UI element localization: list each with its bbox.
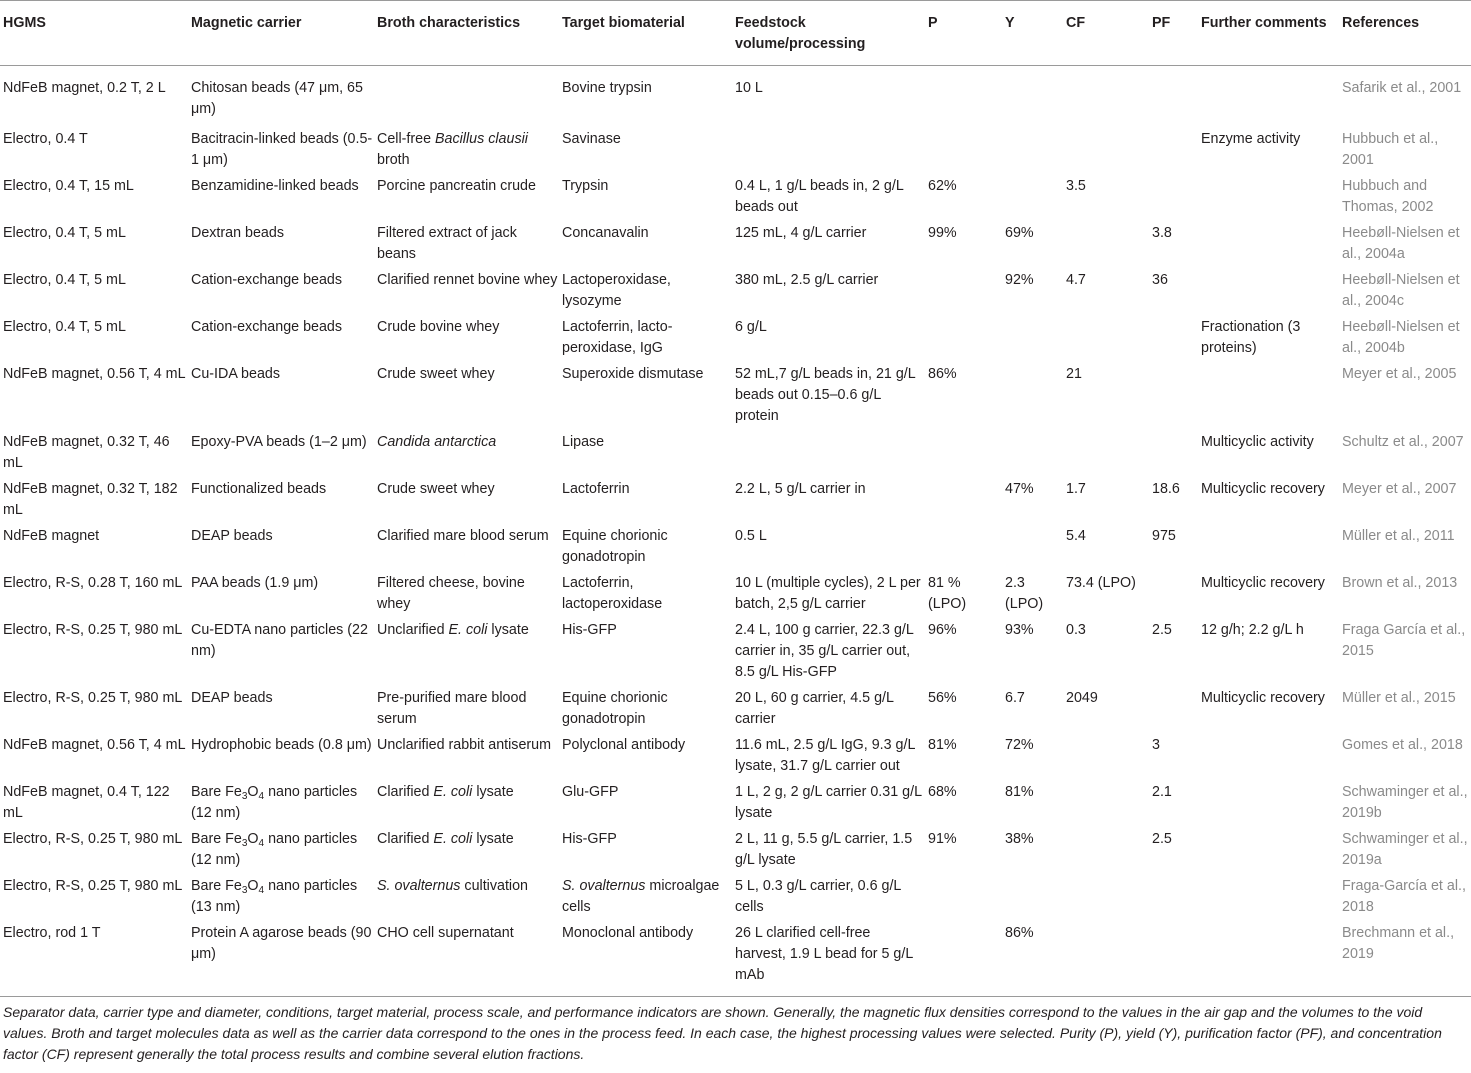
cell-feedstock: 2 L, 11 g, 5.5 g/L carrier, 1.5 g/L lysate [735,831,913,868]
cell-cf [1063,315,1149,362]
cell-target: Savinase [562,131,621,147]
cell-pf [1149,362,1198,430]
cell-yield: 69% [1005,225,1034,241]
cell-target: Monoclonal antibody [559,921,732,997]
cell-feedstock: 2.2 L, 5 g/L carrier in [735,481,866,497]
cell-yield [1002,874,1063,921]
cell-hgms: Electro, 0.4 T, 15 mL [3,178,134,194]
cell-yield: 47% [1005,481,1034,497]
table-row [0,127,1471,174]
cell-comments [1198,174,1339,221]
cell-hgms: NdFeB magnet [3,528,100,544]
column-header: Y [1002,1,1063,66]
cell-cf [1063,874,1149,921]
table-row [0,477,1471,524]
cell-pf: 2.5 [1152,622,1172,638]
table-row [0,268,1471,315]
cell-magnetic-carrier: Cation-exchange beads [191,319,343,335]
cell-target: Bovine trypsin [562,80,652,96]
cell-feedstock: 6 g/L [735,319,767,335]
cell-comments [1198,874,1339,921]
cell-feedstock: 0.4 L, 1 g/L beads in, 2 g/L beads out [735,178,904,215]
cell-reference: Müller et al., 2011 [1342,528,1455,544]
cell-cf [1063,430,1149,477]
table-row [0,524,1471,571]
cell-pf [1149,571,1198,618]
cell-broth: Porcine pancreatin crude [377,178,536,194]
column-header: PF [1149,1,1198,66]
cell-broth: Clarified mare blood serum [377,528,549,544]
cell-purity [925,268,1002,315]
cell-cf: 21 [1066,366,1082,382]
cell-target: S. ovalternus microalgae cells [562,878,720,915]
cell-cf [1063,221,1149,268]
cell-purity: 62% [928,178,957,194]
cell-feedstock: 125 mL, 4 g/L carrier [735,225,867,241]
cell-cf: 0.3 [1066,622,1086,638]
cell-target: His-GFP [562,622,617,638]
cell-cf: 1.7 [1066,481,1086,497]
cell-pf: 2.5 [1152,831,1172,847]
cell-purity [925,430,1002,477]
cell-purity [925,874,1002,921]
cell-reference: Fraga-García et al., 2018 [1342,878,1466,915]
cell-broth: Crude bovine whey [377,319,500,335]
cell-pf: 3.8 [1152,225,1172,241]
cell-feedstock: 10 L [735,80,763,96]
cell-broth: CHO cell supernatant [374,921,559,997]
cell-feedstock: 1 L, 2 g, 2 g/L carrier 0.31 g/L lysate [735,784,922,821]
column-header: P [925,1,1002,66]
cell-hgms: Electro, 0.4 T [3,131,88,147]
cell-comments: Multicyclic recovery [1201,481,1325,497]
table-row [0,315,1471,362]
cell-purity: 81 % (LPO) [928,575,967,612]
cell-broth: Filtered cheese, bovine whey [377,575,525,612]
cell-cf: 2049 [1066,690,1098,706]
cell-cf [1063,827,1149,874]
cell-purity [925,127,1002,174]
column-header: HGMS [0,1,188,66]
cell-magnetic-carrier: Epoxy-PVA beads (1–2 μm) [191,434,367,450]
cell-purity [925,921,1002,997]
cell-cf [1063,66,1149,128]
cell-comments [1198,733,1339,780]
cell-comments: Multicyclic recovery [1201,690,1325,706]
cell-pf [1149,127,1198,174]
cell-reference: Schultz et al., 2007 [1342,434,1464,450]
cell-reference: Brechmann et al., 2019 [1339,921,1471,997]
cell-hgms: Electro, 0.4 T, 5 mL [3,319,126,335]
cell-broth: Candida antarctica [377,434,497,450]
cell-yield [1002,315,1063,362]
cell-pf [1149,874,1198,921]
cell-target: Concanavalin [562,225,649,241]
cell-broth: Clarified E. coli lysate [377,784,514,800]
cell-cf [1063,127,1149,174]
cell-yield: 93% [1005,622,1034,638]
table-row [0,571,1471,618]
cell-target: His-GFP [562,831,617,847]
cell-yield: 86% [1002,921,1063,997]
cell-comments [1198,66,1339,128]
cell-pf: 36 [1152,272,1168,288]
cell-cf: 3.5 [1066,178,1086,194]
cell-hgms: NdFeB magnet, 0.32 T, 182 mL [3,481,178,518]
cell-pf: 2.1 [1152,784,1172,800]
column-header: References [1339,1,1471,66]
cell-comments [1198,524,1339,571]
cell-yield: 6.7 [1005,690,1025,706]
cell-yield: 92% [1005,272,1034,288]
cell-purity: 81% [928,737,957,753]
table-header [0,1,1471,66]
cell-comments [1198,921,1339,997]
cell-purity: 56% [928,690,957,706]
cell-pf [1149,174,1198,221]
cell-reference: Schwaminger et al., 2019a [1342,831,1468,868]
cell-reference: Schwaminger et al., 2019b [1342,784,1468,821]
cell-comments: Fractionation (3 proteins) [1201,319,1301,356]
cell-comments [1198,780,1339,827]
cell-yield [1002,362,1063,430]
cell-target: Equine chorionic gonadotropin [562,690,668,727]
cell-target: Superoxide dismutase [562,366,704,382]
cell-target: Lactoferrin [562,481,630,497]
cell-purity: 96% [928,622,957,638]
cell-target: Equine chorionic gonadotropin [562,528,668,565]
cell-hgms: Electro, R-S, 0.25 T, 980 mL [3,690,183,706]
table-row [0,362,1471,430]
cell-hgms: Electro, R-S, 0.25 T, 980 mL [3,878,183,894]
cell-feedstock: 5 L, 0.3 g/L carrier, 0.6 g/L cells [735,878,901,915]
cell-target: Lactoferrin, lactoperoxidase [562,575,663,612]
cell-feedstock: 11.6 mL, 2.5 g/L IgG, 9.3 g/L lysate, 31.7 g/L carrier out [735,737,915,774]
cell-reference: Müller et al., 2015 [1342,690,1456,706]
cell-magnetic-carrier: Cu-EDTA nano particles (22 nm) [191,622,368,659]
table-row [0,430,1471,477]
cell-purity: 91% [928,831,957,847]
cell-purity [925,477,1002,524]
cell-reference: Fraga García et al., 2015 [1342,622,1466,659]
cell-feedstock [732,430,925,477]
cell-broth: Crude sweet whey [377,481,495,497]
cell-pf [1149,921,1198,997]
cell-reference: Heebøll-Nielsen et al., 2004a [1342,225,1460,262]
cell-yield [1002,174,1063,221]
cell-hgms: NdFeB magnet, 0.32 T, 46 mL [3,434,170,471]
cell-feedstock: 26 L clarified cell-free harvest, 1.9 L bead for 5 g/L mAb [732,921,925,997]
column-header: Target biomaterial [559,1,732,66]
cell-comments: Multicyclic recovery [1201,575,1325,591]
table-row [0,66,1471,128]
cell-broth: Clarified E. coli lysate [377,831,514,847]
cell-feedstock: 10 L (multiple cycles), 2 L per batch, 2,5 g/L carrier [735,575,921,612]
cell-purity: 86% [928,366,957,382]
cell-hgms: Electro, R-S, 0.25 T, 980 mL [3,831,183,847]
cell-magnetic-carrier: Functionalized beads [191,481,327,497]
cell-magnetic-carrier: DEAP beads [191,690,273,706]
table-row [0,827,1471,874]
cell-cf [1063,780,1149,827]
table-row [0,780,1471,827]
cell-cf [1063,921,1149,997]
cell-hgms: NdFeB magnet, 0.56 T, 4 mL [3,737,186,753]
cell-yield [1002,66,1063,128]
table-row [0,174,1471,221]
cell-magnetic-carrier: Bacitracin-linked beads (0.5-1 μm) [191,131,373,168]
cell-reference: Heebøll-Nielsen et al., 2004b [1342,319,1460,356]
cell-target: Trypsin [562,178,609,194]
header-row [0,1,1471,66]
cell-purity [925,315,1002,362]
cell-broth: Cell-free Bacillus clausii broth [377,131,528,168]
cell-reference: Gomes et al., 2018 [1342,737,1463,753]
cell-yield: 38% [1005,831,1034,847]
cell-target: Lactoperoxidase, lysozyme [562,272,671,309]
cell-cf [1063,733,1149,780]
cell-comments [1198,362,1339,430]
cell-pf: 975 [1152,528,1176,544]
cell-magnetic-carrier: DEAP beads [191,528,273,544]
cell-target: Glu-GFP [562,784,619,800]
cell-feedstock: 2.4 L, 100 g carrier, 22.3 g/L carrier in, 35 g/L carrier out, 8.5 g/L His-GFP [735,622,914,680]
cell-target: Lipase [562,434,605,450]
table-row [0,921,1471,997]
column-header: Further comments [1198,1,1339,66]
table-row [0,618,1471,686]
cell-reference: Hubbuch and Thomas, 2002 [1342,178,1434,215]
cell-hgms: Electro, rod 1 T [0,921,188,997]
cell-feedstock [732,127,925,174]
cell-target: Lactoferrin, lacto-peroxidase, IgG [562,319,673,356]
cell-comments [1198,268,1339,315]
cell-magnetic-carrier: Hydrophobic beads (0.8 μm) [191,737,372,753]
table-body [0,66,1471,997]
table-row [0,686,1471,733]
column-header: Magnetic carrier [188,1,374,66]
cell-pf [1149,66,1198,128]
cell-cf: 4.7 [1066,272,1086,288]
cell-broth [374,66,559,128]
cell-hgms: Electro, 0.4 T, 5 mL [3,272,126,288]
cell-comments [1198,827,1339,874]
column-header: CF [1063,1,1149,66]
cell-yield [1002,430,1063,477]
table-footnote: Separator data, carrier type and diameter, conditions, target material, process scale, and performance indicators are shown. Generally, the magnetic flux densities correspond to the values in the air gap and the volumes to the void values. Broth and target molecules data as well as the carrier data correspond to the ones in the process feed. In each case, the highest processing values were selected. Purity (P), yield (Y), purification factor (PF), and concentration factor (CF) represent generally the total process results and combine several elution fractions. [3,1004,1442,1062]
cell-reference: Brown et al., 2013 [1342,575,1458,591]
cell-broth: Crude sweet whey [377,366,495,382]
cell-yield: 81% [1005,784,1034,800]
cell-yield: 2.3 (LPO) [1005,575,1044,612]
cell-feedstock: 52 mL,7 g/L beads in, 21 g/L beads out 0.15–0.6 g/L protein [735,366,916,424]
cell-target: Polyclonal antibody [562,737,686,753]
cell-broth: Unclarified rabbit antiserum [377,737,552,753]
cell-reference: Heebøll-Nielsen et al., 2004c [1342,272,1460,309]
cell-comments [1198,221,1339,268]
cell-hgms: NdFeB magnet, 0.2 T, 2 L [3,80,166,96]
cell-magnetic-carrier: Benzamidine-linked beads [191,178,359,194]
table-row [0,874,1471,921]
cell-purity [925,66,1002,128]
cell-magnetic-carrier: PAA beads (1.9 μm) [191,575,319,591]
cell-broth: Pre-purified mare blood serum [377,690,527,727]
cell-hgms: NdFeB magnet, 0.56 T, 4 mL [3,366,186,382]
cell-pf: 3 [1152,737,1160,753]
cell-cf: 73.4 (LPO) [1066,575,1136,591]
cell-pf [1149,430,1198,477]
cell-feedstock: 20 L, 60 g carrier, 4.5 g/L carrier [735,690,894,727]
cell-purity: 99% [928,225,957,241]
cell-broth: Clarified rennet bovine whey [377,272,558,288]
cell-pf: 18.6 [1152,481,1180,497]
cell-pf [1149,686,1198,733]
cell-yield [1002,524,1063,571]
cell-magnetic-carrier: Bare $Fe_3O_4$ nano particles (12 nm) [191,784,358,821]
cell-reference: Meyer et al., 2007 [1342,481,1457,497]
cell-reference: Safarik et al., 2001 [1342,80,1462,96]
cell-comments: 12 g/h; 2.2 g/L h [1201,622,1304,638]
cell-comments: Multicyclic activity [1201,434,1314,450]
table-row [0,221,1471,268]
cell-broth: Unclarified E. coli lysate [377,622,529,638]
cell-magnetic-carrier: Bare $Fe_3O_4$ nano particles (12 nm) [191,831,358,868]
cell-hgms: NdFeB magnet, 0.4 T, 122 mL [3,784,170,821]
cell-magnetic-carrier: Chitosan beads (47 μm, 65 μm) [191,80,363,117]
cell-cf: 5.4 [1066,528,1086,544]
cell-purity: 68% [928,784,957,800]
cell-magnetic-carrier: Cation-exchange beads [191,272,343,288]
cell-yield [1002,127,1063,174]
cell-magnetic-carrier: Cu-IDA beads [191,366,281,382]
cell-yield: 72% [1005,737,1034,753]
cell-hgms: Electro, R-S, 0.25 T, 980 mL [3,622,183,638]
cell-reference: Meyer et al., 2005 [1342,366,1457,382]
cell-hgms: Electro, 0.4 T, 5 mL [3,225,126,241]
cell-broth: Filtered extract of jack beans [377,225,517,262]
cell-broth: S. ovalternus cultivation [377,878,529,894]
cell-pf [1149,315,1198,362]
cell-purity [925,524,1002,571]
cell-magnetic-carrier: Protein A agarose beads (90 μm) [188,921,374,997]
cell-comments: Enzyme activity [1201,131,1301,147]
cell-magnetic-carrier: Dextran beads [191,225,284,241]
cell-reference: Hubbuch et al., 2001 [1342,131,1439,168]
cell-magnetic-carrier: Bare $Fe_3O_4$ nano particles (13 nm) [191,878,358,915]
column-header: Broth characteristics [374,1,559,66]
cell-feedstock: 380 mL, 2.5 g/L carrier [735,272,879,288]
cell-hgms: Electro, R-S, 0.28 T, 160 mL [3,575,183,591]
cell-feedstock: 0.5 L [735,528,767,544]
table-row [0,733,1471,780]
column-header: Feedstock volume/processing [732,1,925,66]
